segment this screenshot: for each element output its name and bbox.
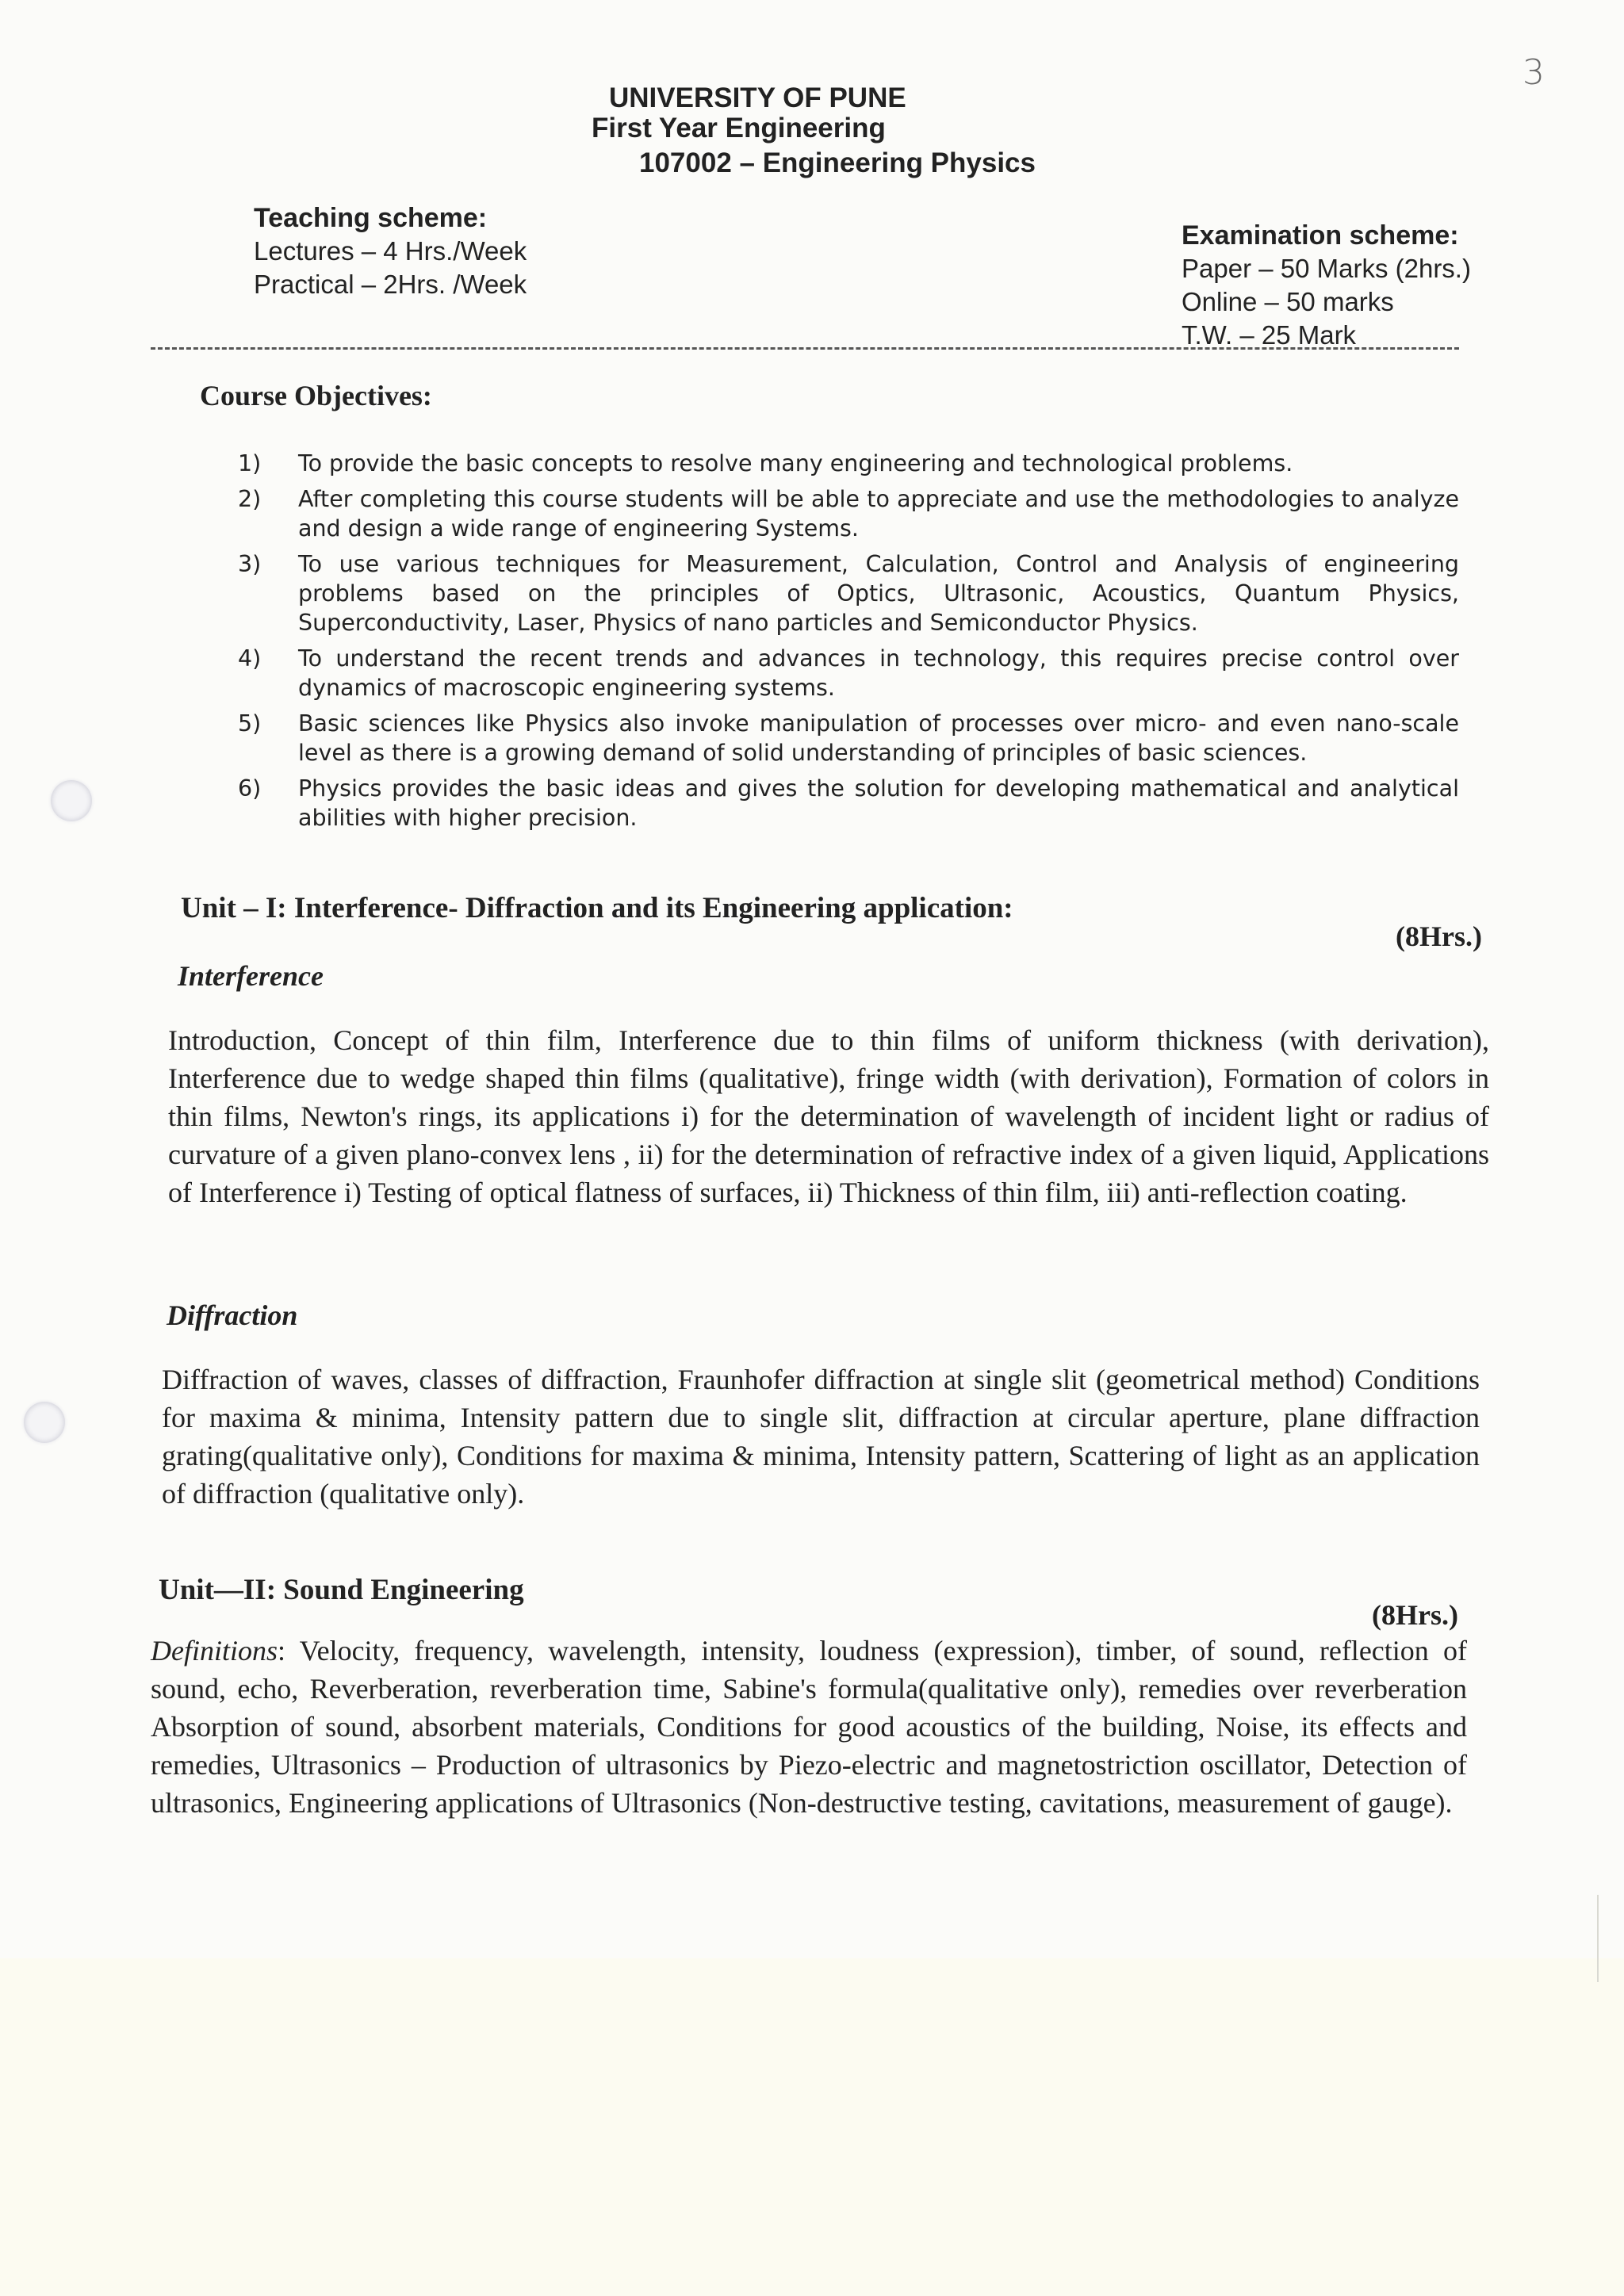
- objective-number: 5): [238, 710, 262, 737]
- objective-item: [238, 644, 1459, 702]
- objective-number: 6): [238, 775, 262, 802]
- objective-item: [238, 484, 1459, 543]
- page-number: 3: [1522, 52, 1545, 93]
- course-objectives-title: Course Objectives:: [200, 380, 432, 411]
- examination-scheme-title: Examination scheme:: [1182, 220, 1459, 251]
- unit-1-hours: (8Hrs.): [1396, 920, 1482, 952]
- objective-text: Basic sciences like Physics also invoke manipulation of processes over micro- and even nano-scale level as there is a growing demand of solid understanding of principles of basic sciences.: [298, 710, 1459, 766]
- year-title: First Year Engineering: [592, 113, 886, 144]
- sound-engineering-text: : Velocity, frequency, wavelength, intensity, loudness (expression), timber, of sound, reflection of sound, echo, Reverberation, reverberation time, Sabine's formula(qualitative only), remedies over reverberation Absorption of sound, absorbent materials, Conditions for good acoustics of the building, Noise, its effects and remedies, Ultrasonics – Production of ultrasonics by Piezo-electric and magnetostriction oscillator, Detection of ultrasonics, Engineering applications of Ultrasonics (Non-destructive testing, cavitations, measurement of gauge).: [151, 1635, 1467, 1819]
- diffraction-paragraph: Diffraction of waves, classes of diffraction, Fraunhofer diffraction at single slit (geometrical method) Conditions for maxima & minima, Intensity pattern due to single slit, diffraction at circular aperture, plane diffraction grating(qualitative only), Conditions for maxima & minima, Intensity pattern, Scattering of light as an application of diffraction (qualitative only).: [162, 1364, 1480, 1510]
- unit-2-hours: (8Hrs.): [1372, 1599, 1458, 1631]
- page-bottom-band: [0, 1958, 1624, 2296]
- interference-subheading: Interference: [178, 960, 324, 992]
- dashed-divider: [151, 347, 1459, 350]
- paper-line: Paper – 50 Marks (2hrs.): [1182, 254, 1471, 283]
- objective-number: 4): [238, 645, 262, 672]
- punch-hole-mark: [24, 1402, 65, 1443]
- objective-number: 1): [238, 450, 262, 476]
- objective-number: 3): [238, 551, 262, 577]
- objective-text: To provide the basic concepts to resolve many engineering and technological problems.: [298, 450, 1293, 476]
- unit-2-heading: Unit—II: Sound Engineering: [159, 1574, 524, 1606]
- objective-text: After completing this course students will be able to appreciate and use the methodologies to analyze and design a wide range of engineering Systems.: [298, 486, 1459, 541]
- university-title: UNIVERSITY OF PUNE: [609, 82, 906, 113]
- punch-hole-mark: [51, 780, 92, 821]
- teaching-scheme: [254, 201, 527, 301]
- unit-1-heading: Unit – I: Interference- Diffraction and its Engineering application:: [181, 892, 1013, 924]
- objective-text: To understand the recent trends and advances in technology, this requires precise control over dynamics of macroscopic engineering systems.: [298, 645, 1459, 701]
- sound-engineering-paragraph: [151, 1632, 1467, 1822]
- practical-line: Practical – 2Hrs. /Week: [254, 270, 527, 299]
- definitions-label: Definitions: [151, 1635, 278, 1667]
- objective-text: Physics provides the basic ideas and gives the solution for developing mathematical and analytical abilities with higher precision.: [298, 775, 1459, 831]
- edge-line: [1597, 1895, 1599, 1982]
- examination-scheme: [1182, 219, 1471, 352]
- objective-item: [238, 774, 1459, 832]
- course-title: 107002 – Engineering Physics: [639, 147, 1036, 178]
- objective-item: [238, 449, 1459, 478]
- objective-item: [238, 549, 1459, 637]
- objective-item: [238, 709, 1459, 767]
- lectures-line: Lectures – 4 Hrs./Week: [254, 236, 527, 266]
- online-line: Online – 50 marks: [1182, 287, 1394, 316]
- objective-text: To use various techniques for Measurement, Calculation, Control and Analysis of engineering problems based on the principles of Optics, Ultrasonic, Acoustics, Quantum Physics, Superconductivity, Laser, Physics of nano particles and Semiconductor Physics.: [298, 551, 1459, 636]
- objectives-list: [238, 449, 1459, 839]
- interference-paragraph: Introduction, Concept of thin film, Interference due to thin films of uniform thickness (with derivation), Interference due to wedge shaped thin films (qualitative), fringe width (with derivation), Formation of colors in thin films, Newton's rings, its applications i) for the determination of wavelength of incident light or radius of curvature of a given plano-convex lens , ii) for the determination of refractive index of a given liquid, Applications of Interference i) Testing of optical flatness of surfaces, ii) Thickness of thin film, iii) anti-reflection coating.: [168, 1024, 1489, 1208]
- objective-number: 2): [238, 486, 262, 512]
- teaching-scheme-title: Teaching scheme:: [254, 203, 488, 233]
- diffraction-subheading: Diffraction: [167, 1299, 298, 1331]
- tw-line: T.W. – 25 Mark: [1182, 320, 1357, 350]
